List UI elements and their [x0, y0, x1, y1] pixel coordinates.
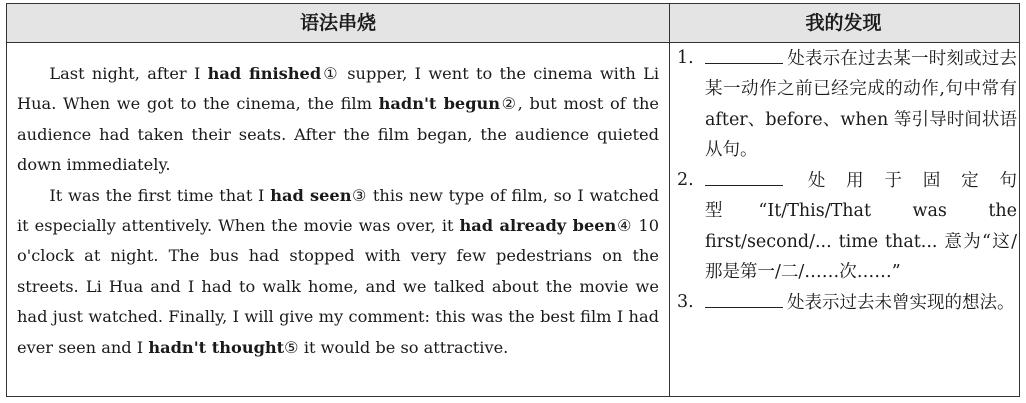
finding-item-1 [677, 43, 1017, 165]
marker-5: ⑤ [284, 337, 299, 357]
finding-number: 3. [677, 292, 694, 313]
highlight-had-seen: had seen [270, 185, 352, 205]
answer-blank[interactable] [705, 43, 783, 64]
finding-item-2 [677, 165, 1017, 287]
text-span: 10 o'clock at night. The bus had stopped with very few pedestrians on the streets. Li Hua and I had to walk home, and we talked about the movie we had just watched. Finally, I will give my comment: this was the best film I had ever seen and I [17, 216, 660, 357]
highlight-had-finished: had finished [207, 64, 322, 83]
passage-paragraph-2 [17, 181, 659, 363]
text-span: supper, I went to the cinema with Li Hua. When we got to the cinema, the film [17, 64, 659, 114]
passage [17, 59, 659, 363]
answer-blank[interactable] [705, 165, 783, 186]
finding-item-3 [677, 287, 1017, 318]
highlight-hadnt-begun: hadn't begun [378, 94, 501, 114]
answer-blank[interactable] [705, 287, 783, 308]
column-divider [669, 4, 670, 396]
findings [677, 43, 1017, 319]
finding-number: 1. [677, 48, 694, 68]
header-findings: 我的发现 [805, 12, 882, 34]
text-span: this new type of film, so I watched it especially attentively. When the movie was over, it [17, 185, 659, 236]
marker-2: ② [500, 94, 518, 114]
finding-text: 处表示过去未曾实现的想法。 [787, 293, 1015, 314]
marker-4: ④ [616, 216, 633, 236]
header-grammar: 语法串烧 [299, 12, 376, 34]
grammar-table [6, 3, 1020, 397]
marker-3: ③ [351, 185, 368, 205]
highlight-hadnt-thought: hadn't thought [148, 337, 285, 357]
passage-paragraph-1 [17, 59, 659, 181]
text-span: it would be so attractive. [298, 337, 509, 357]
finding-text: 处表示在过去某一时刻或过去某一动作之前已经完成的动作,句中常有 after、before、when 等引导时间状语从句。 [705, 49, 1017, 160]
text-span: Last night, after I [49, 64, 208, 83]
finding-number: 2. [677, 170, 694, 191]
text-span: It was the first time that I [49, 185, 271, 205]
table-header [7, 4, 1019, 43]
text-span: , but most of the audience had taken their seats. After the film began, the audience quieted down immediately. [17, 94, 659, 175]
marker-1: ① [321, 64, 340, 83]
finding-text: 处用于固定句型“It/This/That was the first/second/... time that... 意为“这/那是第一/二/……次……” [705, 171, 1017, 283]
highlight-had-already-been: had already been [459, 216, 617, 236]
